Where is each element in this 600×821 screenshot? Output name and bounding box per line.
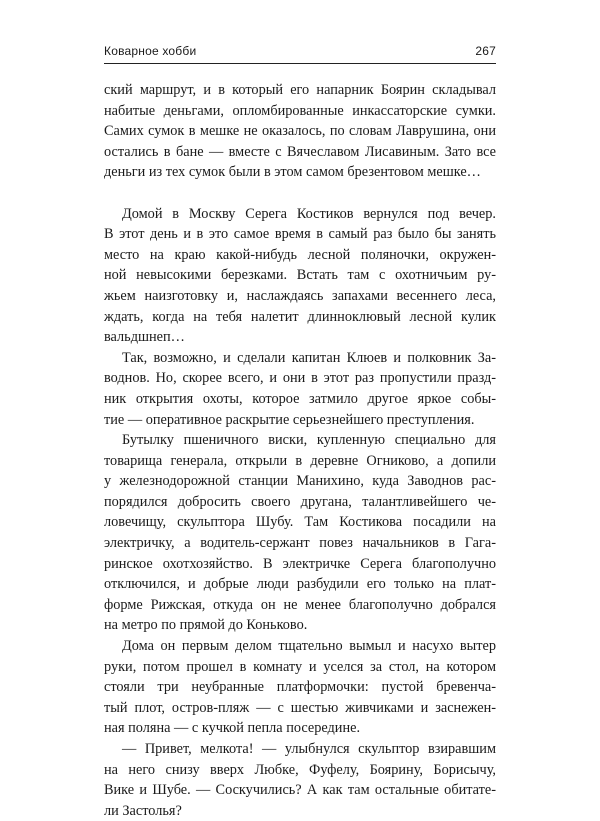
text-line: порядился добросить своего другана, талантливейшего че- [104,493,496,510]
text-line: ли Застолья? [104,802,182,819]
text-line: стояли три неубранные платформочки: пустой бревенча- [104,679,496,696]
text-line: на метро по прямой до Коньково. [104,617,308,634]
paragraph-5 [104,636,496,739]
text-line: на него снизу вверх Любке, Фуфелу, Боярину, Борисычу, [104,761,496,778]
text-line: ник открытия охоты, которое затмило другое яркое собы- [104,390,496,407]
text-line: Самих сумок в мешке не оказалось, по словам Лаврушина, они [104,123,496,140]
text-line: набитые деньгами, опломбированные инкассаторские сумки. [104,102,496,119]
text-line: — Привет, мелкота! — улыбнулся скульптор взиравшим [122,741,496,757]
text-line: форме Рижская, откуда он не менее благополучно добрался [104,596,496,613]
text-line: ринское охотхозяйство. В электричке Серега благополучно [104,555,496,572]
paragraph-2 [104,204,496,348]
section-break [104,183,496,204]
text-line: Домой в Москву Серега Костиков вернулся под вечер. [122,205,496,222]
paragraph-1 [104,80,496,183]
paragraph-4 [104,430,496,636]
text-line: место на краю какой-нибудь лесной поляночки, окружен- [104,246,496,263]
text-line: Дома он первым делом тщательно вымыл и насухо вытер [122,638,496,655]
header-rule [104,63,496,64]
text-line: жьем наизготовку и, наслаждаясь запахами весеннего леса, [104,287,496,304]
chapter-title: Коварное хобби [104,44,197,58]
text-line: Бутылку пшеничного виски, купленную специально для [122,432,496,449]
text-line: товарища генерала, открыли в деревне Огниково, а допили [104,452,496,469]
text-line: ловечищу, скульптора Шубу. Там Костикова посадили на [104,514,496,531]
text-line: ский маршрут, и в который его напарник Боярин складывал [104,82,496,98]
text-line: у железнодорожной станции Манихино, куда Заводнов рас- [104,473,496,490]
text-line: вальдшнеп… [104,329,185,346]
text-line: ждать, когда на тебя налетит длинноклювый лесной кулик [104,308,496,325]
text-line: отключился, и добрые люди разбудили его только на плат- [104,576,496,593]
text-line: Вике и Шубе. — Соскучились? А как там остальные обитате- [104,782,496,799]
paragraph-6 [104,739,496,821]
text-line: остались в бане — вместе с Вячеславом Лисавиным. Зато все [104,143,496,160]
page-body [104,80,496,821]
text-line: ная поляна — с кучкой пепла посередине. [104,720,361,737]
paragraph-3 [104,348,496,430]
text-line: воднов. Но, скорее всего, и они в этот раз пропустили празд- [104,370,496,387]
text-line: руки, потом прошел в комнату и уселся за стол, на котором [104,658,496,675]
running-header [104,44,496,62]
text-line: Так, возможно, и сделали капитан Клюев и полковник За- [122,349,496,366]
text-line: ной невысокими березками. Встать там с охотничьим ру- [104,267,496,284]
text-line: тый плот, остров-пляж — с шестью живчиками и заснежен- [104,699,496,716]
text-line: электричку, а водитель-сержант повез начальников в Гага- [104,535,496,552]
text-line: В этот день и в это самое время в самый раз было бы занять [104,226,496,243]
page-number: 267 [475,44,496,58]
text-line: тие — оперативное раскрытие серьезнейшего преступления. [104,411,475,428]
text-line: деньги из тех сумок были в этом самом брезентовом мешке… [104,164,481,181]
